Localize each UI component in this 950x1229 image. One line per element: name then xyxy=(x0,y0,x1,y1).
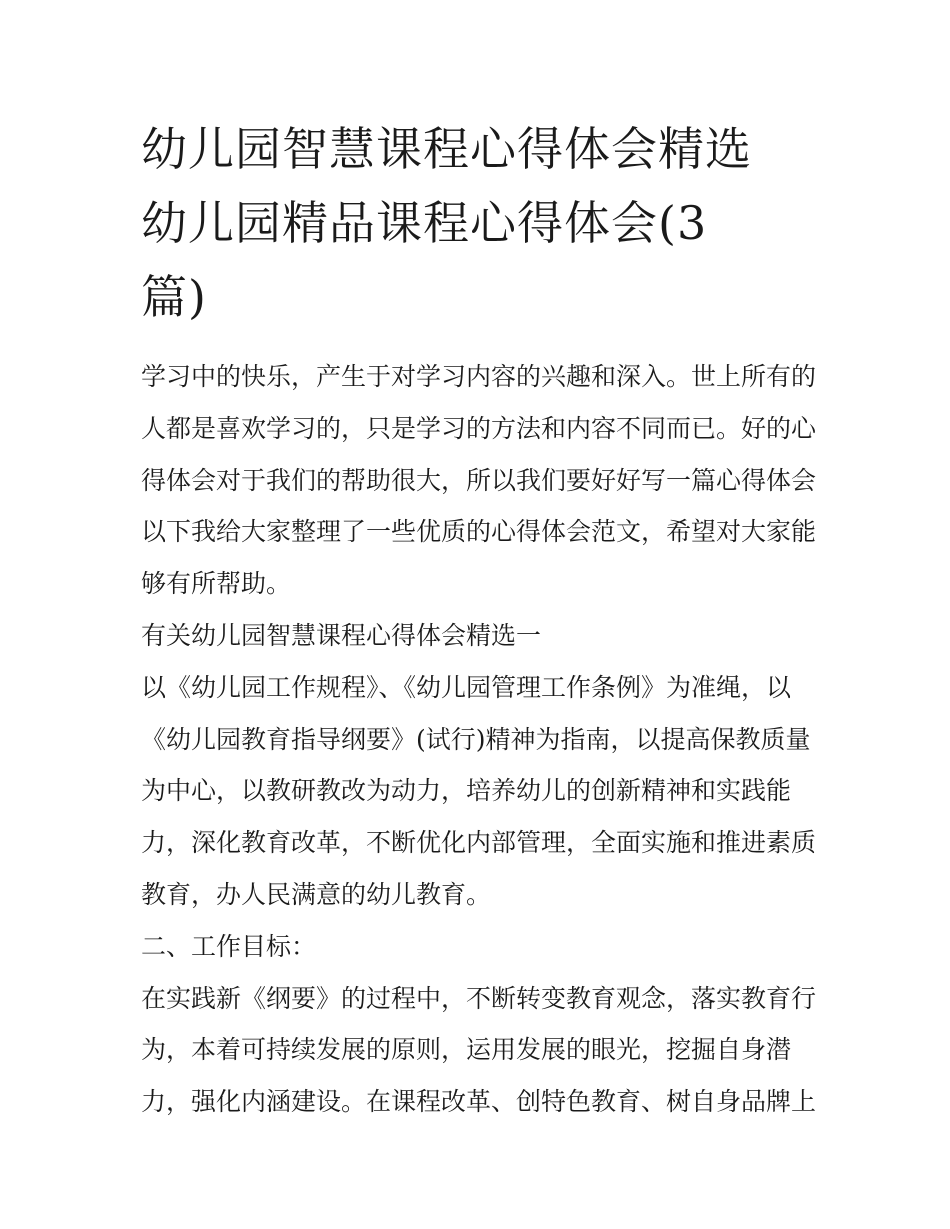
body-line: 《幼儿园教育指导纲要》(试行)精神为指南，以提高保教质量 xyxy=(141,724,811,754)
title-line: 篇) xyxy=(141,270,207,324)
body-line: 力，深化教育改革，不断优化内部管理，全面实施和推进素质 xyxy=(141,828,817,858)
body-line: 为，本着可持续发展的原则，运用发展的眼光，挖掘自身潜 xyxy=(141,1035,792,1065)
body-line: 以下我给大家整理了一些优质的心得体会范文，希望对大家能 xyxy=(141,517,817,547)
body-line: 教育，办人民满意的幼儿教育。 xyxy=(141,879,492,909)
section-heading: 有关幼儿园智慧课程心得体会精选一 xyxy=(141,620,542,650)
body-line: 够有所帮助。 xyxy=(141,569,292,599)
body-line: 得体会对于我们的帮助很大，所以我们要好好写一篇心得体会 xyxy=(141,465,817,495)
body-line: 以《幼儿园工作规程》、《幼儿园管理工作条例》为准绳，以 xyxy=(141,672,792,702)
document-body xyxy=(141,351,817,1128)
body-line: 人都是喜欢学习的，只是学习的方法和内容不同而已。好的心 xyxy=(141,413,817,443)
document-page xyxy=(141,112,817,1128)
body-line: 学习中的快乐，产生于对学习内容的兴趣和深入。世上所有的 xyxy=(141,362,817,391)
body-line: 为中心，以教研教改为动力，培养幼儿的创新精神和实践能 xyxy=(141,776,792,806)
title-line: 幼儿园智慧课程心得体会精选 xyxy=(141,122,752,176)
section-heading: 二、工作目标： xyxy=(141,931,317,961)
body-line: 力，强化内涵建设。在课程改革、创特色教育、树自身品牌上 xyxy=(141,1087,817,1117)
document-title xyxy=(141,112,813,334)
body-line: 在实践新《纲要》的过程中，不断转变教育观念，落实教育行 xyxy=(141,983,817,1013)
title-line: 幼儿园精品课程心得体会(3 xyxy=(141,196,708,250)
